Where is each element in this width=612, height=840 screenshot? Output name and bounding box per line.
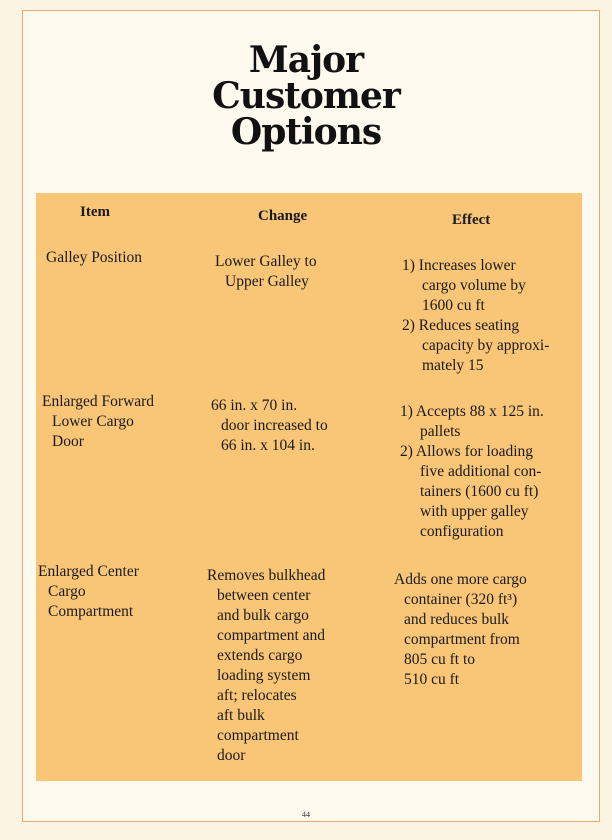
row2-change-line: door increased to [221, 417, 328, 434]
row3-change-line: compartment [217, 727, 299, 744]
row1-effect-line: 1600 cu ft [422, 297, 485, 314]
row3-change-line: Removes bulkhead [207, 567, 326, 584]
row2-item-line: Lower Cargo [52, 413, 134, 430]
row2-effect-line: five additional con- [420, 463, 542, 480]
row3-change [207, 566, 325, 766]
row3-effect-line: and reduces bulk [404, 611, 510, 628]
row3-change-line: and bulk cargo [217, 607, 309, 624]
row1-change-line: Lower Galley to [215, 253, 317, 270]
page-title [150, 39, 462, 153]
row3-effect-line: Adds one more cargo [394, 571, 527, 588]
row3-effect-line: compartment from [404, 631, 520, 648]
row2-item [42, 392, 154, 452]
row1-effect-line: capacity by approxi- [422, 337, 550, 354]
row3-change-line: door [217, 747, 246, 764]
row1-change [215, 252, 317, 292]
row3-effect-line: container (320 ft³) [404, 591, 518, 608]
row1-effect-line: 2) Reduces seating [402, 317, 520, 334]
row3-change-line: aft bulk [217, 707, 265, 724]
row2-effect-line: tainers (1600 cu ft) [420, 483, 539, 500]
row2-effect [400, 402, 544, 542]
row1-item [46, 248, 142, 268]
row3-item-line: Enlarged Center [38, 563, 139, 580]
header-item: Item [80, 204, 110, 220]
row1-item-line: Galley Position [46, 249, 143, 266]
row3-change-line: between center [217, 587, 311, 604]
row2-effect-line: 2) Allows for loading [400, 443, 534, 460]
row3-change-line: aft; relocates [217, 687, 297, 704]
row1-change-line: Upper Galley [225, 273, 309, 290]
row3-item-line: Cargo [48, 583, 86, 600]
row2-effect-line: pallets [420, 423, 461, 440]
row1-effect-line: 1) Increases lower [402, 257, 516, 274]
row3-change-line: compartment and [217, 627, 326, 644]
page-number: 44 [302, 810, 310, 819]
row2-effect-line: configuration [420, 523, 504, 540]
row3-item-line: Compartment [48, 603, 134, 620]
row2-change-line: 66 in. x 70 in. [211, 397, 298, 414]
header-effect: Effect [452, 212, 491, 228]
title-line-2: Customer [212, 75, 400, 117]
row2-change [211, 396, 328, 456]
header-change: Change [258, 208, 308, 224]
title-line-1: Major [248, 39, 364, 81]
row3-item [38, 562, 139, 622]
row2-item-line: Door [52, 433, 84, 450]
row2-item-line: Enlarged Forward [42, 393, 155, 410]
row1-effect [402, 256, 549, 376]
row3-effect [394, 570, 527, 690]
row2-effect-line: 1) Accepts 88 x 125 in. [400, 403, 544, 420]
row1-effect-line: cargo volume by [422, 277, 526, 294]
row3-change-line: loading system [217, 667, 311, 684]
row1-effect-line: mately 15 [422, 357, 484, 374]
row3-change-line: extends cargo [217, 647, 303, 664]
row2-change-line: 66 in. x 104 in. [221, 437, 315, 454]
row2-effect-line: with upper galley [420, 503, 529, 520]
title-line-3: Options [230, 111, 382, 153]
row3-effect-line: 510 cu ft [404, 671, 460, 688]
row3-effect-line: 805 cu ft to [404, 651, 476, 668]
